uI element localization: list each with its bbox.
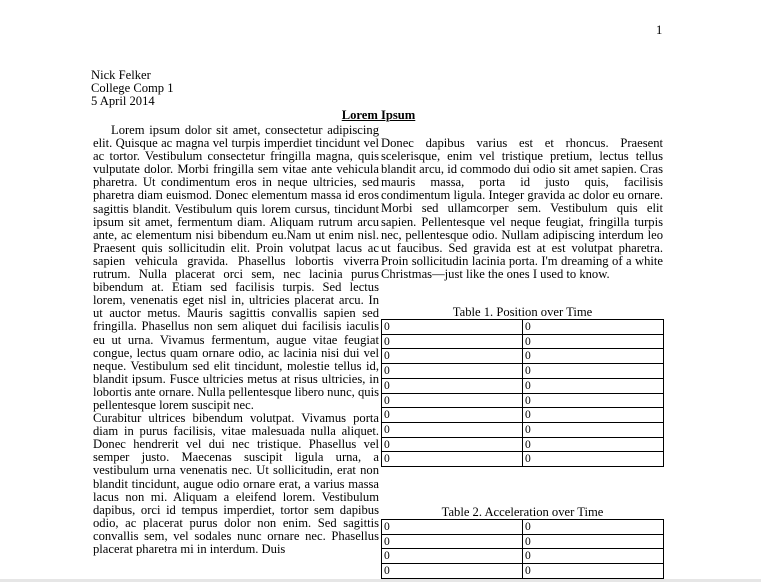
right-column bbox=[381, 137, 663, 281]
page-number: 1 bbox=[656, 23, 663, 37]
table-cell: 0 bbox=[382, 320, 523, 335]
table-row bbox=[382, 564, 664, 579]
author-name: Nick Felker bbox=[91, 68, 151, 82]
table-row bbox=[382, 520, 664, 535]
table-row bbox=[382, 378, 664, 393]
table-cell: 0 bbox=[523, 364, 664, 379]
table-cell: 0 bbox=[382, 378, 523, 393]
document-header bbox=[91, 69, 174, 108]
table-caption: Table 2. Acceleration over Time bbox=[441, 505, 604, 519]
body-paragraph: Lorem ipsum dolor sit amet, consectetur adipiscing elit. Quisque ac magna vel turpis imperdiet tincidunt vel ac tortor. Vestibulum consectetur fringilla magna, quis vulputate dolor. Morbi fringilla sem vitae ante vehicula pharetra. Ut condimentum eros in neque ultricies, sed pharetra diam euismod. Donec elementum massa id eros sagittis blandit. Vestibulum quis lorem cursus, tincidunt ipsum sit amet, fermentum diam. Aliquam rutrum arcu ante, ac elementum nisi bibendum eu.Nam ut enim nisl. Praesent quis sollicitudin elit. Proin volutpat lacus ac sapien vehicula gravida. Phasellus lobortis viverra rutrum. Nulla placerat orci sem, nec lacinia purus bibendum at. Etiam sed facilisis turpis. Sed lectus lorem, venenatis eget nisl in, ultricies placerat arcu. In ut auctor metus. Mauris sagittis convallis sapien sed fringilla. Phasellus non sem aliquet dui facilisis iaculis eu ut urna. Vivamus fermentum, augue vitae feugiat congue, lectus quam ornare odio, ac lacinia nisi dui vel neque. Vestibulum sed elit tincidunt, molestie tellus id, blandit ipsum. Fusce ultricies metus at risus ultricies, in lobortis ante ornare. Nulla pellentesque libero nunc, quis pellentesque lorem suscipit nec. bbox=[93, 123, 379, 412]
table-cell: 0 bbox=[523, 549, 664, 564]
document-date: 5 April 2014 bbox=[91, 94, 155, 109]
table-caption: Table 1. Position over Time bbox=[452, 305, 593, 319]
table-row bbox=[382, 364, 664, 379]
table-cell: 0 bbox=[523, 408, 664, 423]
table-acceleration-over-time bbox=[381, 506, 664, 579]
body-paragraph: Donec dapibus varius est et rhoncus. Praesent scelerisque, enim vel tristique pretium, lectus tellus blandit arcu, id commodo dui odio sit amet sapien. Cras mauris massa, porta id justo quis, facilisis condimentum ligula. Integer gravida ac dolor eu ornare. Morbi sed ullamcorper sem. Vestibulum quis elit sapien. Pellentesque vel neque feugiat, fringilla turpis nec, pellentesque odio. Nullam adipiscing interdum leo ut faucibus. Sed gravida est at est volutpat pharetra. Proin sollicitudin lacinia porta. I'm dreaming of a white Christmas—just like the ones I used to know. bbox=[381, 136, 663, 281]
table-cell: 0 bbox=[382, 564, 523, 579]
table-position-over-time bbox=[381, 306, 664, 467]
table-cell: 0 bbox=[523, 452, 664, 467]
left-column bbox=[93, 124, 379, 556]
body-paragraph: Curabitur ultrices bibendum volutpat. Vivamus porta diam in purus facilisis, vitae malesuada nulla aliquet. Donec hendrerit vel dui nec tristique. Phasellus vel semper justo. Maecenas suscipit ligula urna, a vestibulum urna venenatis nec. Ut sollicitudin, erat non blandit tincidunt, augue odio ornare erat, a varius massa lacus non mi. Aliquam a eleifend lorem. Vestibulum dapibus, orci id tempus imperdiet, tortor sem dapibus odio, ac placerat purus dolor non enim. Sed sagittis convallis sem, vel sodales nunc ornare nec. Phasellus placerat pharetra mi in interdum. Duis bbox=[93, 411, 379, 556]
table-row bbox=[382, 349, 664, 364]
document-title: Lorem Ipsum bbox=[341, 108, 416, 122]
table-cell: 0 bbox=[382, 452, 523, 467]
table-cell: 0 bbox=[523, 437, 664, 452]
table-cell: 0 bbox=[382, 520, 523, 535]
table-cell: 0 bbox=[382, 364, 523, 379]
table-cell: 0 bbox=[382, 422, 523, 437]
course-name: College Comp 1 bbox=[91, 81, 174, 96]
table-cell: 0 bbox=[382, 437, 523, 452]
table-cell: 0 bbox=[523, 378, 664, 393]
table-row bbox=[382, 334, 664, 349]
table-row bbox=[382, 452, 664, 467]
table-row bbox=[382, 549, 664, 564]
table-cell: 0 bbox=[523, 422, 664, 437]
data-table bbox=[381, 319, 664, 467]
table-cell: 0 bbox=[382, 549, 523, 564]
table-row bbox=[382, 437, 664, 452]
table-row bbox=[382, 393, 664, 408]
table-cell: 0 bbox=[382, 534, 523, 549]
table-cell: 0 bbox=[523, 349, 664, 364]
table-cell: 0 bbox=[382, 334, 523, 349]
table-cell: 0 bbox=[523, 520, 664, 535]
table-row bbox=[382, 534, 664, 549]
table-row bbox=[382, 408, 664, 423]
table-cell: 0 bbox=[382, 408, 523, 423]
table-cell: 0 bbox=[523, 564, 664, 579]
table-cell: 0 bbox=[382, 349, 523, 364]
table-row bbox=[382, 320, 664, 335]
table-cell: 0 bbox=[382, 393, 523, 408]
table-cell: 0 bbox=[523, 320, 664, 335]
table-cell: 0 bbox=[523, 334, 664, 349]
table-cell: 0 bbox=[523, 534, 664, 549]
table-row bbox=[382, 422, 664, 437]
data-table bbox=[381, 519, 664, 579]
table-cell: 0 bbox=[523, 393, 664, 408]
